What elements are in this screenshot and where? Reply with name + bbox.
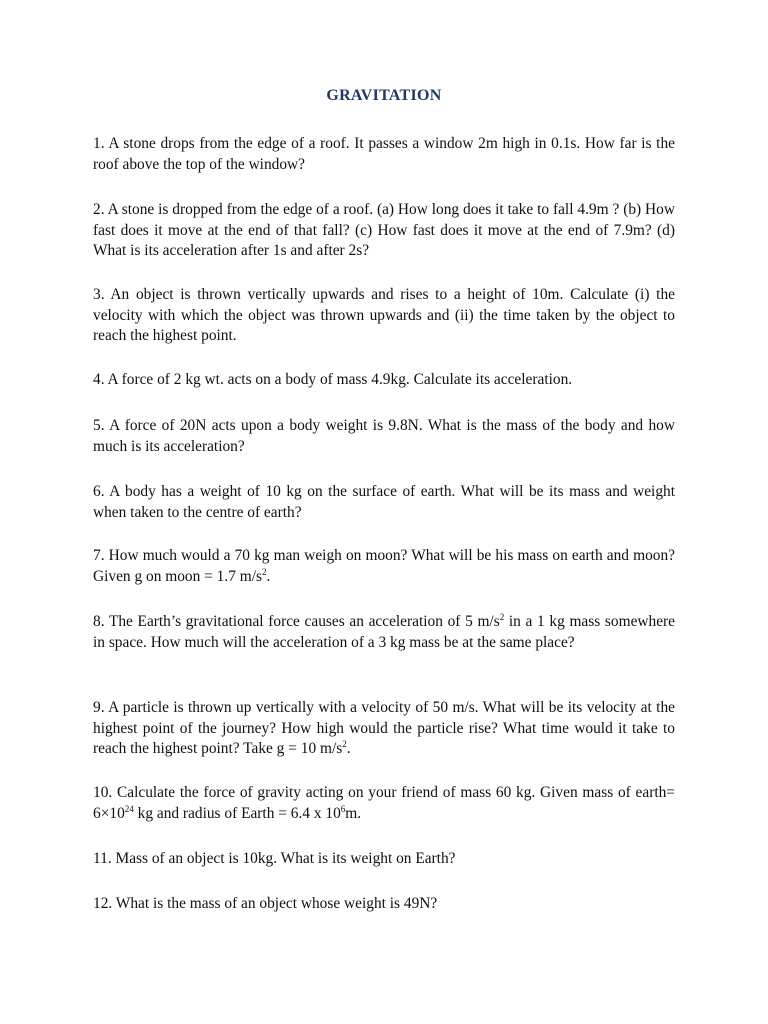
question-text: 11. Mass of an object is 10kg. What is its weight on Earth? bbox=[93, 850, 456, 867]
question-4 bbox=[93, 370, 675, 391]
question-3 bbox=[93, 285, 679, 347]
question-text: 6. A body has a weight of 10 kg on the surface of earth. What will be its mass and weight when taken to the centre of earth? bbox=[93, 483, 679, 521]
question-8 bbox=[93, 611, 679, 653]
question-text: 10. Calculate the force of gravity acting on your friend of mass 60 kg. Given mass of earth= 6×10 bbox=[93, 784, 679, 822]
superscript: 2 bbox=[499, 611, 505, 622]
superscript: 2 bbox=[262, 566, 267, 577]
superscript: 6 bbox=[340, 803, 346, 814]
question-text: in a 1 kg mass somewhere in space. How much will the acceleration of a 3 kg mass be at the same place? bbox=[93, 613, 679, 651]
question-11 bbox=[93, 849, 675, 870]
question-1 bbox=[93, 134, 679, 175]
question-text: 2. A stone is dropped from the edge of a roof. (a) How long does it take to fall 4.9m ? (b) How fast does it move at the end of that fall? (c) How fast does it move at the end of 7.9m? (d) What is its acceleration after 1s and after 2s? bbox=[93, 201, 679, 259]
question-5 bbox=[93, 416, 679, 457]
question-9 bbox=[93, 698, 679, 760]
superscript: 2 bbox=[342, 738, 347, 749]
question-text: 4. A force of 2 kg wt. acts on a body of mass 4.9kg. Calculate its acceleration. bbox=[93, 371, 573, 388]
question-text: . bbox=[266, 567, 271, 585]
question-text: 8. The Earth’s gravitational force causes an acceleration of 5 m/s bbox=[93, 613, 500, 630]
question-text: 9. A particle is thrown up vertically with a velocity of 50 m/s. What will be its velocity at the highest point of the journey? How high would the particle rise? What time would it take to reach the highest point? Take g = 10 m/s bbox=[93, 699, 679, 757]
question-text: 7. How much would a 70 kg man weigh on moon? What will be his mass on earth and moon? Given g on moon = 1.7 m/s bbox=[93, 547, 679, 585]
question-10 bbox=[93, 783, 679, 824]
question-text: kg and radius of Earth = 6.4 x 10 bbox=[133, 804, 341, 822]
question-text: m. bbox=[345, 804, 362, 822]
question-text: 12. What is the mass of an object whose weight is 49N? bbox=[93, 895, 438, 912]
question-text: 3. An object is thrown vertically upwards and rises to a height of 10m. Calculate (i) the velocity with which the object was thrown upwards and (ii) the time taken by the object to reach the highest point. bbox=[93, 286, 679, 344]
question-text: 1. A stone drops from the edge of a roof. It passes a window 2m high in 0.1s. How far is the roof above the top of the window? bbox=[93, 135, 679, 173]
question-7 bbox=[93, 546, 679, 587]
question-text: 5. A force of 20N acts upon a body weight is 9.8N. What is the mass of the body and how much is its acceleration? bbox=[93, 417, 679, 455]
document-title: GRAVITATION bbox=[326, 87, 442, 104]
question-6 bbox=[93, 482, 679, 523]
question-12 bbox=[93, 894, 675, 915]
question-2 bbox=[93, 200, 679, 262]
superscript: 24 bbox=[124, 803, 134, 814]
question-text: . bbox=[346, 740, 351, 757]
